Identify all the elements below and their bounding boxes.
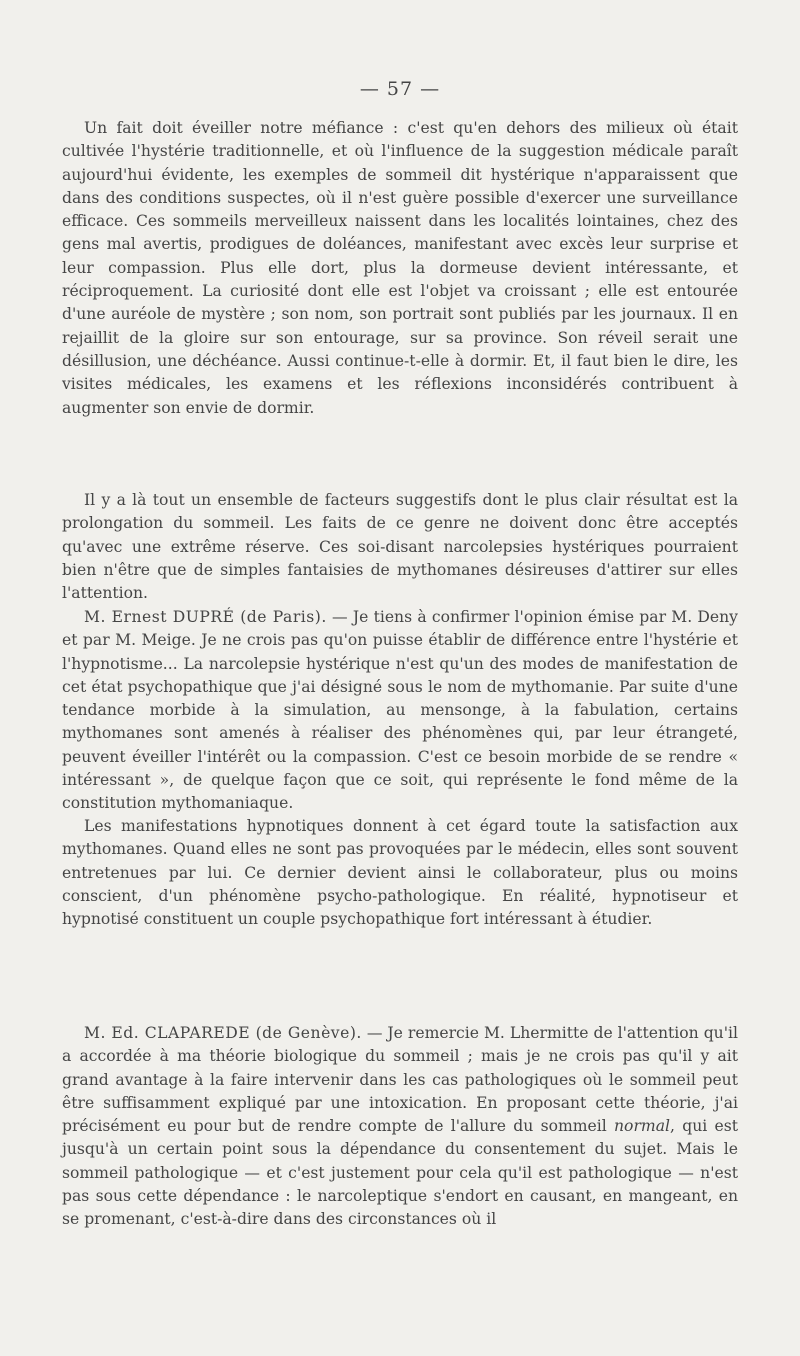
speaker-name: M. Ernest DUPRÉ (de Paris).	[84, 608, 327, 626]
paragraph-text: Un fait doit éveiller notre méfiance : c'est qu'en dehors des milieux où était cultivée l'hystérie traditionnelle, et où l'influence de la suggestion médicale paraît aujourd'hui évidente, les exemples de sommeil dit hystérique n'apparaissent que dans des conditions suspectes, où il n'est guère possible d'exercer une surveillance efficace. Ces sommeils merveilleux naissent dans les localités lointaines, chez des gens mal avertis, prodigues de doléances, manifestant avec excès leur surprise et leur compassion. Plus elle dort, plus la dormeuse devient intéressante, et réciproquement. La curiosité dont elle est l'objet va croissant ; elle est entourée d'une auréole de mystère ; son nom, son portrait sont publiés par les journaux. Il en rejaillit de la gloire sur son entourage, sur sa province. Son réveil serait une désillusion, une déchéance. Aussi continue-t-elle à dormir. Et, il faut bien le dire, les visites médicales, les examens et les réflexions inconsidérés contribuent à augmenter son envie de dormir.	[62, 119, 738, 417]
speech-text: — Je tiens à confirmer l'opinion émise par M. Deny et par M. Meige. Je ne crois pas qu'on puisse établir de différence entre l'hystérie et l'hypnotisme... La narcolepsie hystérique n'est qu'un des modes de manifestation de cet état psychopathique que j'ai désigné sous le nom de mythomanie. Par suite d'une tendance morbide à la simulation, au mensonge, à la fabulation, certains mythomanes sont amenés à réaliser des phénomènes qui, par leur étrangeté, peuvent éveiller l'intérêt ou la compassion. C'est ce besoin morbide de se rendre « intéressant », de quelque façon que ce soit, qui représente le fond même de la constitution mythomaniaque.	[62, 608, 738, 813]
paragraph-dupre	[62, 606, 738, 816]
paragraph-mefiance	[62, 117, 738, 420]
speech-text: — Je remercie M. Lhermitte de l'attention qu'il a accordée à ma théorie biologique du sommeil ; mais je ne crois pas qu'il y ait grand avantage à la faire intervenir dans les cas pathologiques où le sommeil peut être suffisamment expliqué par une intoxication. En proposant cette théorie, j'ai précisément eu pour but de rendre compte de l'allure du sommeil	[62, 1024, 738, 1136]
speaker-name: M. Ed. CLAPAREDE (de Genève).	[84, 1024, 362, 1042]
emphasis-text: normal	[614, 1117, 670, 1136]
paragraph-text: Il y a là tout un ensemble de facteurs suggestifs dont le plus clair résultat est la prolongation du sommeil. Les faits de ce genre ne doivent donc être acceptés qu'avec une extrême réserve. Ces soi-disant narcolepsies hystériques pourraient bien n'être que de simples fantaisies de mythomanes désireuses d'attirer sur elles l'attention.	[62, 491, 738, 603]
paragraph-manifestations-hypnotiques	[62, 815, 738, 931]
paragraph-text	[62, 1022, 738, 1232]
page-number: — 57 —	[359, 78, 441, 100]
paragraph-text: Les manifestations hypnotiques donnent à cet égard toute la satisfaction aux mythomanes. Quand elles ne sont pas provoquées par le médecin, elles sont souvent entretenues par lui. Ce dernier devient ainsi le collaborateur, plus ou moins conscient, d'un phénomène psycho-pathologique. En réalité, hypnotiseur et hypnotisé constituent un couple psychopathique fort intéressant à étudier.	[62, 817, 738, 929]
paragraph-claparede	[62, 1022, 738, 1232]
paragraph-facteurs-suggestifs	[62, 489, 738, 605]
speech-text-continued: , qui est jusqu'à un certain point sous la dépendance du consentement du sujet. Mais le sommeil pathologique — et c'est justement pour cela qu'il est pathologique — n'est pas sous cette dépendance : le narcoleptique s'endort en causant, en mangeant, en se promenant, c'est-à-dire dans des circonstances où il	[62, 1117, 738, 1229]
paragraph-text	[62, 606, 738, 816]
